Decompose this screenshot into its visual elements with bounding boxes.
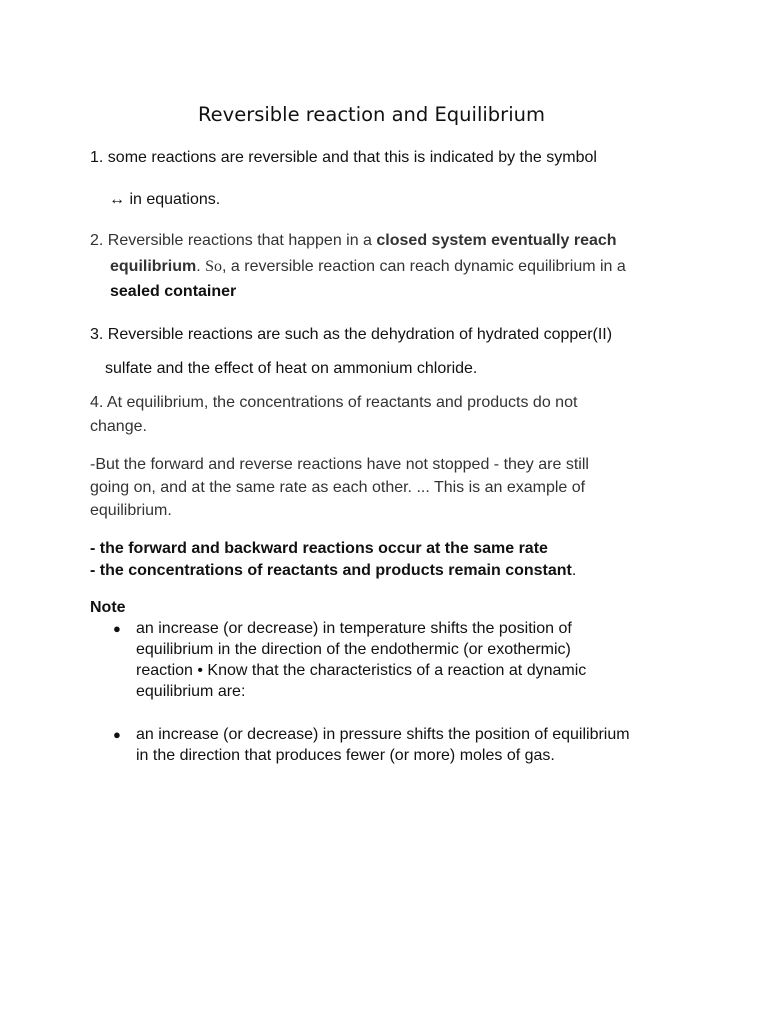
bullet2-line2: in the direction that produces fewer (or more) moles of gas. [136,747,555,764]
paragraph-line3: equilibrium. [90,502,172,519]
characteristics-line2 [90,560,576,582]
paragraph-line1: -But the forward and reverse reactions have not stopped - they are still [90,456,589,473]
item2-line1-text: 2. Reversible reactions that happen in a [90,232,377,249]
bullet1-line4: equilibrium are: [136,683,246,700]
bullet1-line2: equilibrium in the direction of the endothermic (or exothermic) [136,641,571,658]
item2-line2-bold: equilibrium [110,258,197,275]
bullet-marker-2: ● [113,727,121,742]
item4-line2: change. [90,418,147,435]
bullet-marker-1: ● [113,621,121,636]
characteristics-line2-period: . [571,562,577,579]
item2-line2-so: So [205,258,223,275]
item2-line3-bold: sealed container [110,283,237,300]
item1-line1: 1. some reactions are reversible and that this is indicated by the symbol [90,149,597,166]
item2-line1-bold: closed system eventually reach [376,232,617,249]
bullet1-line3: reaction • Know that the characteristics of a reaction at dynamic [136,662,587,679]
item2-line3 [110,281,236,303]
item2-line2-period: . [196,258,206,275]
item2-line2 [110,256,626,278]
item2-line1 [90,230,617,252]
item1-line2: ↔ in equations. [109,191,221,208]
item4-line1: 4. At equilibrium, the concentrations of reactants and products do not [90,394,578,411]
document-title: Reversible reaction and Equilibrium [198,103,545,126]
bullet1-line1: an increase (or decrease) in temperature shifts the position of [136,620,572,637]
characteristics-line1: - the forward and backward reactions occur at the same rate [90,540,548,557]
paragraph-line2: going on, and at the same rate as each other. ... This is an example of [90,479,586,496]
characteristics-line2-bold: - the concentrations of reactants and products remain constant [90,562,572,579]
note-heading: Note [90,599,126,616]
item3-line2: sulfate and the effect of heat on ammonium chloride. [105,360,478,377]
bullet2-line1: an increase (or decrease) in pressure shifts the position of equilibrium [136,726,630,743]
item2-line2-rest: , a reversible reaction can reach dynamic equilibrium in a [222,258,626,275]
item3-line1: 3. Reversible reactions are such as the dehydration of hydrated copper(II) [90,326,613,343]
